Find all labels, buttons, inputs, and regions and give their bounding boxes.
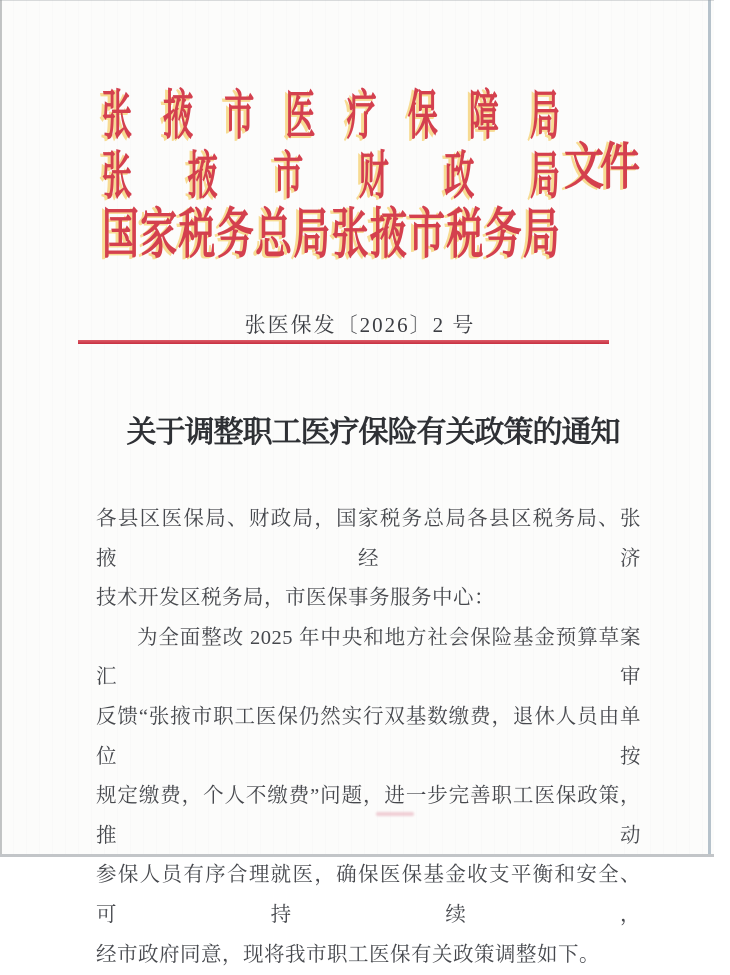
letterhead-agency-line-2: 张掖市财政局	[102, 148, 560, 206]
body-line-4: 参保人员有序合理就医，确保医保基金收支平衡和安全、可持续，	[96, 864, 641, 926]
page-edge-bottom	[0, 854, 714, 857]
document-title: 关于调整职工医疗保险有关政策的通知	[126, 416, 620, 449]
addressee-line-1: 各县区医保局、财政局，国家税务总局各县区税务局、张掖经济	[96, 508, 641, 570]
page-edge-right	[708, 0, 711, 857]
letterhead-agency-line-3: 国家税务总局张掖市税务局	[102, 205, 560, 266]
body-line-5: 经市政府同意，现将我市职工医保有关政策调整如下。	[96, 943, 600, 966]
scan-artifact-smudge	[376, 812, 414, 816]
page-edge-left	[0, 0, 2, 857]
page-edge-top	[0, 0, 714, 1]
body-line-2: 反馈“张掖市职工医保仍然实行双基数缴费，退休人员由单位按	[96, 705, 641, 768]
red-separator-rule	[78, 340, 609, 344]
doc-number: 张医保发〔2026〕2 号	[244, 313, 476, 337]
letterhead-doc-type-label: 文件	[564, 138, 636, 196]
body-line-3: 规定缴费，个人不缴费”问题，进一步完善职工医保政策，推动	[96, 785, 641, 847]
addressee-line-2: 技术开发区税务局，市医保事务服务中心：	[96, 587, 495, 610]
letterhead-agency-line-1: 张掖市医疗保障局	[102, 87, 560, 147]
body-line-1: 为全面整改 2025 年中央和地方社会保险基金预算草案汇审	[96, 626, 641, 689]
document-body	[96, 500, 641, 975]
